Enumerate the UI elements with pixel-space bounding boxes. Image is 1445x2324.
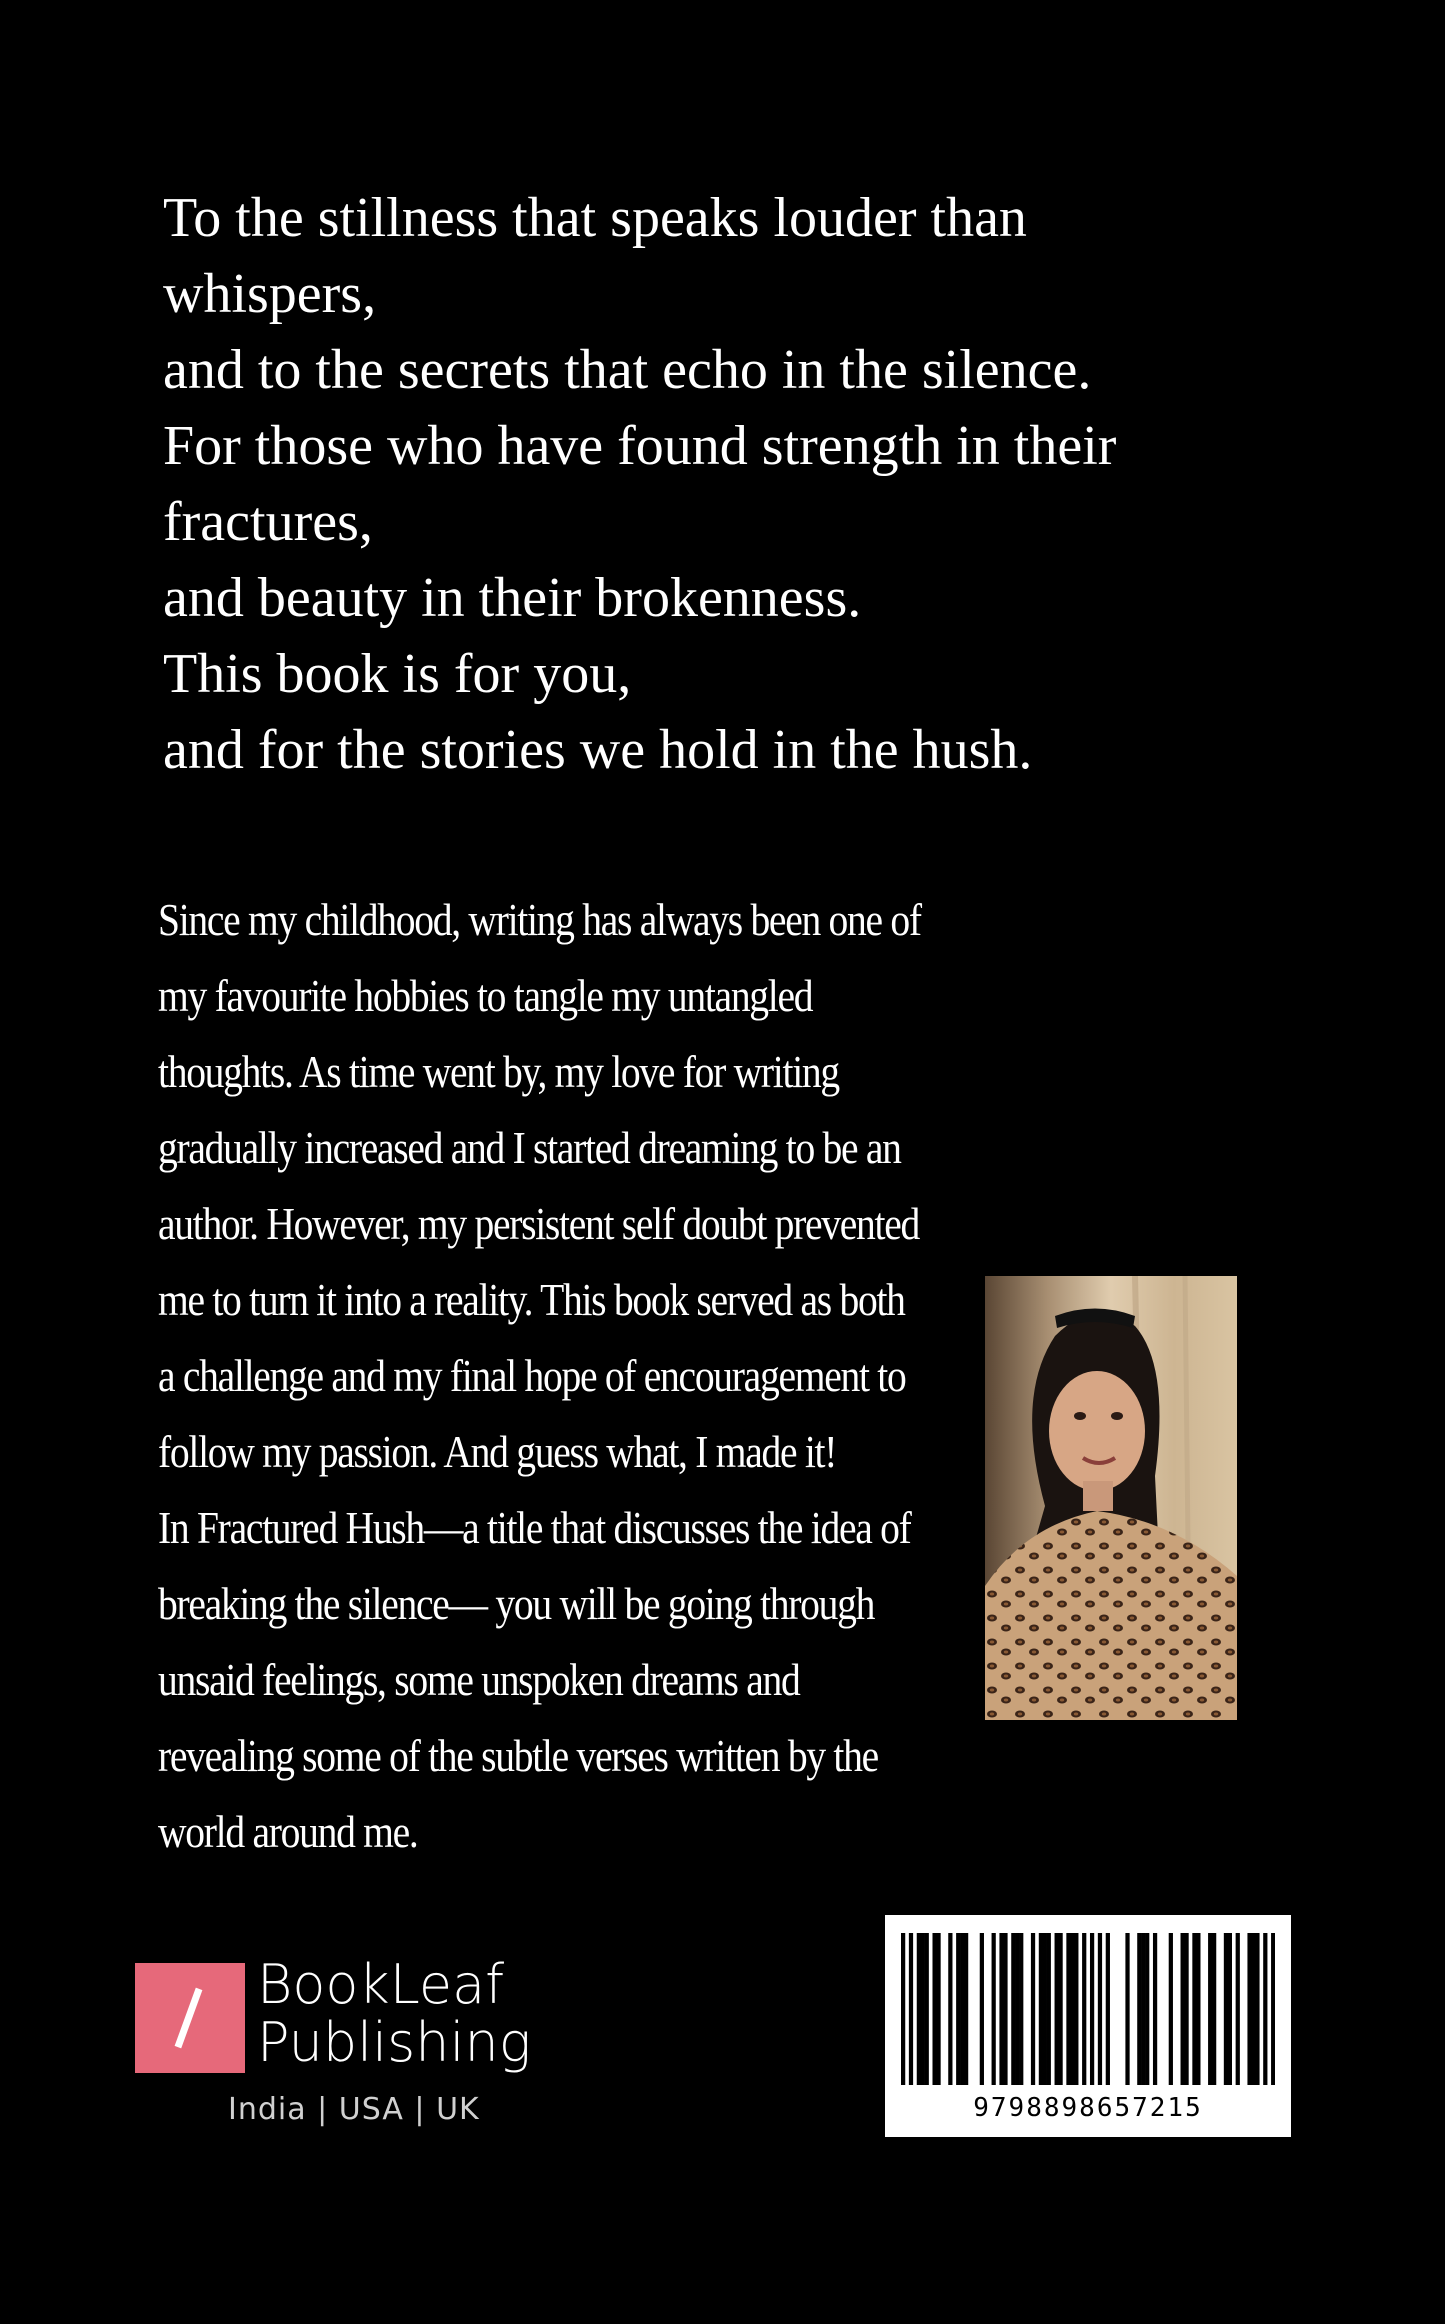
barcode-bar [992, 1933, 996, 2085]
publisher-name-line1: BookLeaf [257, 1953, 505, 2016]
barcode-bar [1082, 1933, 1086, 2085]
barcode-bar [901, 1933, 905, 2085]
barcode-bar [999, 1933, 1003, 2085]
bio-line: breaking the silence— you will be going through [158, 1578, 875, 1629]
barcode-bar [932, 1933, 936, 2085]
barcode-bar [1192, 1933, 1196, 2085]
author-portrait-illustration [985, 1276, 1237, 1720]
dedication-text [163, 180, 1243, 788]
barcode-bar [1208, 1933, 1212, 2085]
barcode-bar [1106, 1933, 1110, 2085]
barcode-bar [1153, 1933, 1157, 2085]
bio-line: unsaid feelings, some unspoken dreams and [158, 1654, 800, 1705]
barcode-bar [1058, 1933, 1062, 2085]
dedication-line: For those who have found strength in their [163, 415, 1117, 477]
barcode-bar [1055, 1933, 1059, 2085]
dedication-line: whispers, [163, 263, 377, 325]
barcode-bar [1196, 1933, 1200, 2085]
barcode-bar [1074, 1933, 1078, 2085]
barcode-bar [921, 1933, 925, 2085]
barcode-bar [917, 1933, 921, 2085]
barcode-bar [1043, 1933, 1047, 2085]
barcode-bars [901, 1933, 1275, 2085]
publisher-regions: India | USA | UK [228, 2092, 480, 2127]
bio-line: me to turn it into a reality. This book served as both [158, 1274, 905, 1325]
author-bio [158, 882, 966, 1870]
barcode-bar [956, 1933, 960, 2085]
publisher-name-line2: Publishing [257, 2011, 532, 2074]
barcode-bar [1224, 1933, 1228, 2085]
barcode-bar [1003, 1933, 1007, 2085]
isbn-barcode [885, 1915, 1291, 2137]
barcode-bar [1247, 1933, 1251, 2085]
barcode-bar [1090, 1933, 1094, 2085]
barcode-bar [948, 1933, 952, 2085]
barcode-bar [1212, 1933, 1216, 2085]
dedication-line: This book is for you, [163, 643, 632, 705]
dedication-line: To the stillness that speaks louder than [163, 187, 1027, 249]
barcode-bar [1039, 1933, 1043, 2085]
barcode-bar [1255, 1933, 1259, 2085]
barcode-bar [964, 1933, 968, 2085]
bio-line: author. However, my persistent self doubt prevented [158, 1198, 919, 1249]
barcode-bar [1184, 1933, 1188, 2085]
bio-line: thoughts. As time went by, my love for writing [158, 1046, 839, 1097]
barcode-bar [960, 1933, 964, 2085]
bio-line: my favourite hobbies to tangle my untangled [158, 970, 813, 1021]
barcode-bar [980, 1933, 984, 2085]
barcode-bar [1181, 1933, 1185, 2085]
barcode-bar [1011, 1933, 1015, 2085]
barcode-bar [1047, 1933, 1051, 2085]
barcode-bar [1263, 1933, 1267, 2085]
barcode-bar [1015, 1933, 1019, 2085]
barcode-bar [909, 1933, 913, 2085]
barcode-bar [1070, 1933, 1074, 2085]
bio-line: Since my childhood, writing has always been one of [158, 894, 921, 945]
bio-line: follow my passion. And guess what, I made it! [158, 1426, 837, 1477]
slash-icon [175, 1988, 203, 2049]
barcode-bar [1145, 1933, 1149, 2085]
barcode-bar [1251, 1933, 1255, 2085]
dedication-line: and for the stories we hold in the hush. [163, 719, 1033, 781]
barcode-bar [1228, 1933, 1232, 2085]
barcode-bar [1125, 1933, 1129, 2085]
barcode-bar [1031, 1933, 1035, 2085]
barcode-bar [1169, 1933, 1173, 2085]
barcode-bar [1137, 1933, 1141, 2085]
dedication-line: fractures, [163, 491, 373, 553]
barcode-bar [925, 1933, 929, 2085]
dedication-line: and beauty in their brokenness. [163, 567, 862, 629]
barcode-bar [1141, 1933, 1145, 2085]
author-photo [985, 1276, 1237, 1720]
barcode-bar [1236, 1933, 1240, 2085]
bio-line: gradually increased and I started dreaming to be an [158, 1122, 901, 1173]
bio-line: world around me. [158, 1806, 418, 1857]
barcode-bar [1019, 1933, 1023, 2085]
bio-line: revealing some of the subtle verses written by the [158, 1730, 878, 1781]
barcode-bar [936, 1933, 940, 2085]
bio-line: In Fractured Hush—a title that discusses the idea of [158, 1502, 911, 1553]
publisher-logo [135, 1963, 245, 2073]
bio-line: a challenge and my final hope of encouragement to [158, 1350, 906, 1401]
isbn-number: 9798898657215 [973, 2093, 1203, 2123]
publisher-name [257, 1953, 532, 2074]
barcode-bar [1271, 1933, 1275, 2085]
dedication-line: and to the secrets that echo in the silence. [163, 339, 1092, 401]
barcode-bar [1066, 1933, 1070, 2085]
barcode-bar [1098, 1933, 1102, 2085]
